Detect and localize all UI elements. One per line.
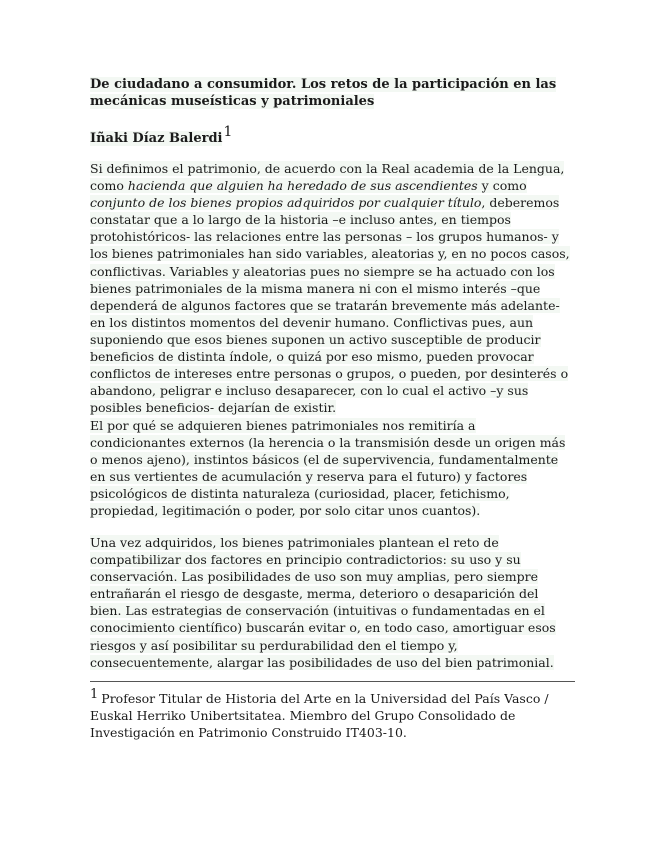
title-text: De ciudadano a consumidor. Los retos de la participación en las mecánicas museísticas y patrimoniales	[90, 77, 557, 109]
paragraph-1-part-2: y como	[477, 178, 527, 194]
footnote	[90, 686, 570, 741]
footnote-mark: 1	[90, 687, 99, 702]
paragraph-1	[90, 160, 570, 416]
footnote-separator	[90, 681, 575, 682]
paragraph-3	[90, 534, 570, 671]
author-name: Iñaki Díaz Balerdi	[90, 131, 223, 146]
paragraph-3-text: Una vez adquiridos, los bienes patrimoniales plantean el reto de compatibilizar dos factores en principio contradictorios: su uso y su conservación. Las posibilidades de uso son muy amplias, pero siempre entrañarán el riesgo de desgaste, merma, deterioro o desaparición del bien. Las estrategias de conservación (intuitivas o fundamentadas en el conocimiento científico) buscarán evitar o, en todo caso, amortiguar esos riesgos y así posibilitar su perdurabilidad den el tiempo y, consecuentemente, alargar las posibilidades de uso del bien patrimonial.	[90, 535, 556, 670]
paragraph-1-emphasis-1: hacienda que alguien ha heredado de sus ascendientes	[127, 178, 478, 194]
document-title	[90, 76, 570, 110]
paragraph-1-part-1: Si definimos el patrimonio, de acuerdo con la Real academia de la Lengua, como	[90, 161, 565, 194]
author-line	[90, 124, 570, 147]
author-footnote-mark: 1	[223, 124, 233, 140]
paragraph-1-emphasis-2: conjunto de los bienes propios adquiridos por cualquier título	[90, 195, 482, 211]
footnote-text: Profesor Titular de Historia del Arte en la Universidad del País Vasco / Euskal Herriko Unibertsitatea. Miembro del Grupo Consolidado de Investigación en Patrimonio Construido IT403-10.	[90, 691, 549, 740]
paragraph-1-part-3: , deberemos constatar que a lo largo de la historia –e incluso antes, en tiempos protohistóricos- las relaciones entre las personas – los grupos humanos- y los bienes patrimoniales han sido variables, aleatorias y, en no pocos casos, conflictivas. Variables y aleatorias pues no siempre se ha actuado con los bienes patrimoniales de la misma manera ni con el mismo interés –que dependerá de algunos factores que se tratarán brevemente más adelante- en los distintos momentos del devenir humano. Conflictivas pues, aun suponiendo que esos bienes suponen un activo susceptible de producir beneficios de distinta índole, o quizá por eso mismo, pueden provocar conflictos de intereses entre personas o grupos, o pueden, por desinterés o abandono, peligrar e incluso desaparecer, con lo cual el activo –y sus posibles beneficios- dejarían de existir.	[90, 195, 570, 416]
paragraph-2-text: El por qué se adquieren bienes patrimoniales nos remitiría a condicionantes externos (la herencia o la transmisión desde un origen más o menos ajeno), instintos básicos (el de supervivencia, fundamentalmente en sus vertientes de acumulación y reserva para el futuro) y factores psicológicos de distinta naturaleza (curiosidad, placer, fetichismo, propiedad, legitimación o poder, por solo citar unos cuantos).	[90, 418, 566, 519]
paragraph-2	[90, 417, 570, 520]
